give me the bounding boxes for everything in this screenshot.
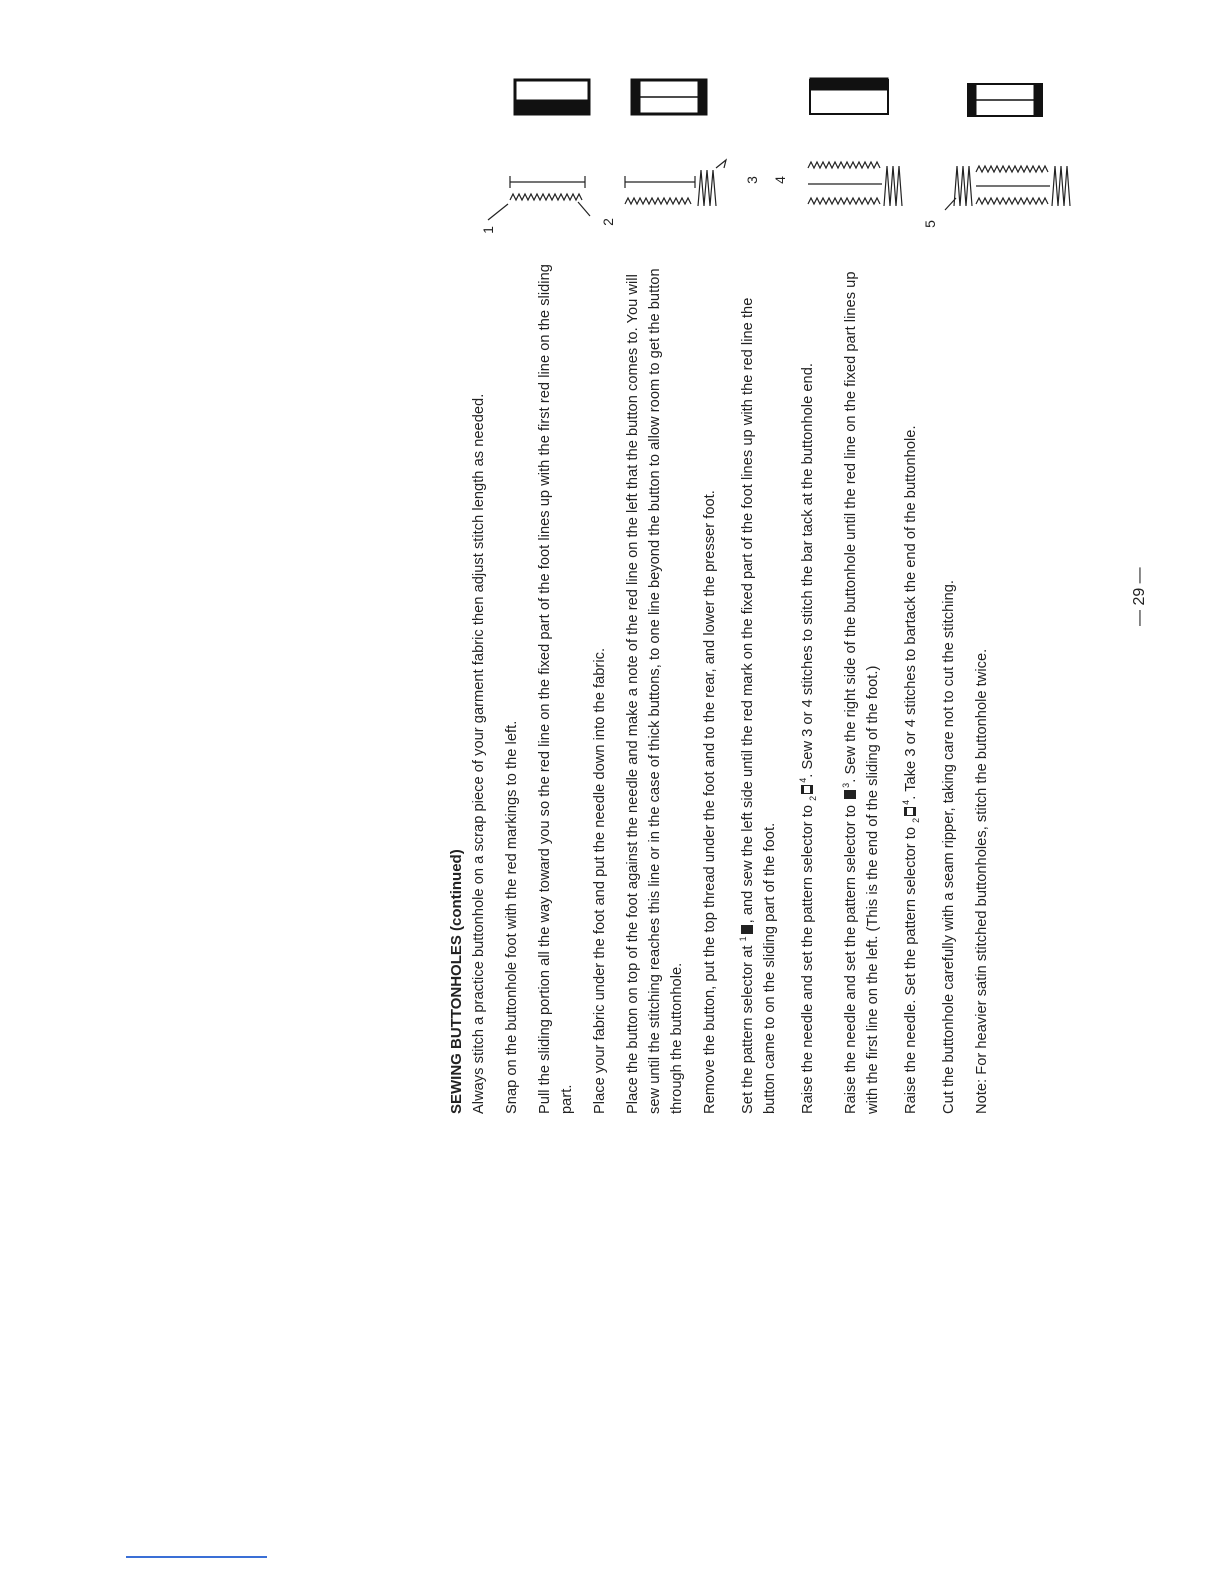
selector-icon-2 — [632, 80, 706, 114]
step-label-4: 4 — [771, 176, 788, 184]
text-after: , and sew the left side until the red mark on the fixed part of the foot lines up with the red line the button came to on the sliding part of the foot. — [740, 297, 778, 1114]
paragraph-step-left-side — [732, 254, 781, 1114]
paragraph-step-bartack — [792, 254, 824, 1114]
paragraph-step-final-bartack — [895, 254, 927, 1114]
selector-icon-1 — [515, 80, 589, 114]
step-label-1: 1 — [479, 226, 496, 234]
paragraph-remove-button: Remove the button, put the top thread under the foot and to the rear, and lower the presser foot. — [702, 490, 718, 1114]
pattern-selector-right-icon — [844, 790, 856, 799]
page-number: — 29 — — [1131, 567, 1148, 626]
selector-superscript: 3 — [841, 782, 851, 788]
instructions-block — [446, 254, 1006, 1114]
pattern-selector-bartack-icon — [904, 807, 916, 816]
text-before: Raise the needle and set the pattern selector to — [800, 804, 816, 1114]
selector-subscript: 2 — [911, 817, 921, 823]
paragraph-cut: Cut the buttonhole carefully with a seam ripper, taking care not to cut the stitching. — [941, 579, 957, 1114]
text-before: Raise the needle and set the pattern selector to — [843, 804, 859, 1114]
buttonhole-diagrams — [470, 60, 1110, 240]
text-after: . Take 3 or 4 stitches to bartack the end of the buttonhole. — [903, 425, 919, 800]
text-after: . Sew the right side of the buttonhole until the red line on the fixed part lines up with the first line on the left. (This is the end of the sliding of the foot.) — [843, 271, 881, 1114]
paragraph-place-fabric: Place your fabric under the foot and put the needle down into the fabric. — [592, 647, 608, 1114]
selector-icon-4 — [968, 84, 1042, 116]
stitch-illustration-step-4 — [808, 162, 902, 206]
text-before: Set the pattern selector at — [740, 945, 756, 1114]
selector-icon-3 — [810, 78, 888, 114]
selector-superscript: 1 — [738, 936, 748, 942]
stitch-illustration-step-1 — [488, 176, 590, 220]
paragraph-pull-sliding: Pull the sliding portion all the way toward you so the red line on the fixed part of the foot lines up with the first red line on the sliding part. — [537, 264, 575, 1114]
paragraph-snap-foot: Snap on the buttonhole foot with the red markings to the left. — [504, 720, 520, 1114]
footer-divider — [126, 1556, 267, 1558]
paragraph-practice: Always stitch a practice buttonhole on a scrap piece of your garment fabric then adjust stitch length as needed. — [471, 393, 487, 1114]
section-title: SEWING BUTTONHOLES (continued) — [448, 849, 465, 1114]
pattern-selector-bartack-icon — [801, 785, 813, 794]
pattern-selector-left-icon — [741, 925, 753, 934]
selector-subscript: 2 — [808, 795, 818, 801]
text-after: . Sew 3 or 4 stitches to stitch the bar tack at the buttonhole end. — [800, 363, 816, 778]
selector-superscript: 4 — [901, 799, 911, 805]
step-label-3: 3 — [743, 176, 760, 184]
text-before: Raise the needle. Set the pattern selector to — [903, 826, 919, 1114]
selector-superscript: 4 — [798, 777, 808, 783]
stitch-illustration-step-2 — [625, 160, 726, 206]
step-label-5: 5 — [921, 220, 938, 228]
paragraph-step-right-side — [835, 254, 884, 1114]
step-label-2: 2 — [599, 218, 616, 226]
paragraph-place-button: Place the button on top of the foot against the needle and make a note of the red line on the left that the button comes to. You will sew until the stitching reaches this line or in the case of thick buttons, to one line beyond the button to allow room to get the button through the buttonhole. — [625, 268, 685, 1114]
paragraph-note: Note: For heavier satin stitched buttonholes, stitch the buttonhole twice. — [974, 648, 990, 1114]
stitch-illustration-step-5 — [945, 166, 1070, 210]
